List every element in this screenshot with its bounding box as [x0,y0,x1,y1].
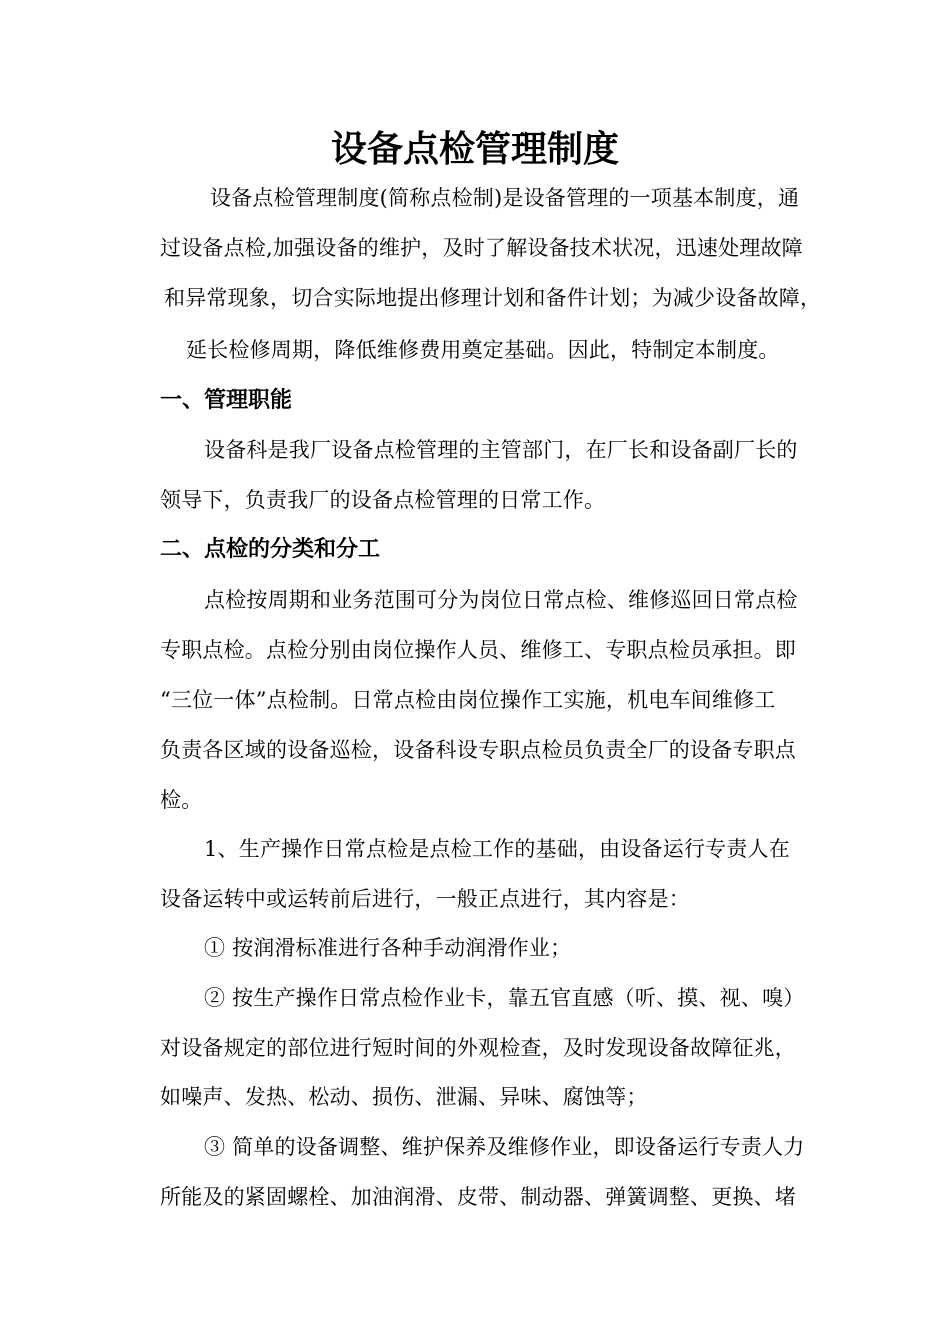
body-line: 设备运转中或运转前后进行，一般正点进行，其内容是： [160,887,690,911]
list-item: ③ 简单的设备调整、维护保养及维修作业，即设备运行专责人力 [204,1135,805,1159]
body-line: 如噪声、发热、松动、损伤、泄漏、异味、腐蚀等； [160,1085,648,1109]
document-title: 设备点检管理制度 [330,129,619,170]
intro-line: 延长检修周期，降低维修费用奠定基础。因此，特制定本制度。 [186,338,780,362]
list-item: ② 按生产操作日常点检作业卡，靠五官直感（听、摸、视、嗅） [204,986,805,1010]
intro-line: 过设备点检,加强设备的维护，及时了解设备技术状况，迅速处理故障 [160,236,803,260]
intro-line: 和异常现象，切合实际地提出修理计划和备件计划；为减少设备故障， [164,286,822,310]
body-line: “三位一体”点检制。日常点检由岗位操作工实施，机电车间维修工 [160,688,776,712]
intro-line: 设备点检管理制度(简称点检制)是设备管理的一项基本制度，通 [210,186,800,210]
body-line: 所能及的紧固螺栓、加油润滑、皮带、制动器、弹簧调整、更换、堵 [160,1185,796,1209]
list-item: ① 按润滑标准进行各种手动润滑作业； [204,936,572,960]
body-line: 领导下，负责我厂的设备点检管理的日常工作。 [160,488,606,512]
body-line: 检。 [160,788,203,812]
body-line: 1、生产操作日常点检是点检工作的基础，由设备运行专责人在 [204,837,790,861]
section-heading: 一、管理职能 [160,388,293,413]
body-line: 点检按周期和业务范围可分为岗位日常点检、维修巡回日常点检 [204,588,798,612]
body-line: 专职点检。点检分别由岗位操作人员、维修工、专职点检员承担。即 [160,638,796,662]
section-heading: 二、点检的分类和分工 [160,537,381,562]
body-line: 对设备规定的部位进行短时间的外观检查，及时发现设备故障征兆， [160,1036,796,1060]
body-line: 设备科是我厂设备点检管理的主管部门，在厂长和设备副厂长的 [204,438,798,462]
body-line: 负责各区域的设备巡检，设备科设专职点检员负责全厂的设备专职点 [160,738,796,762]
